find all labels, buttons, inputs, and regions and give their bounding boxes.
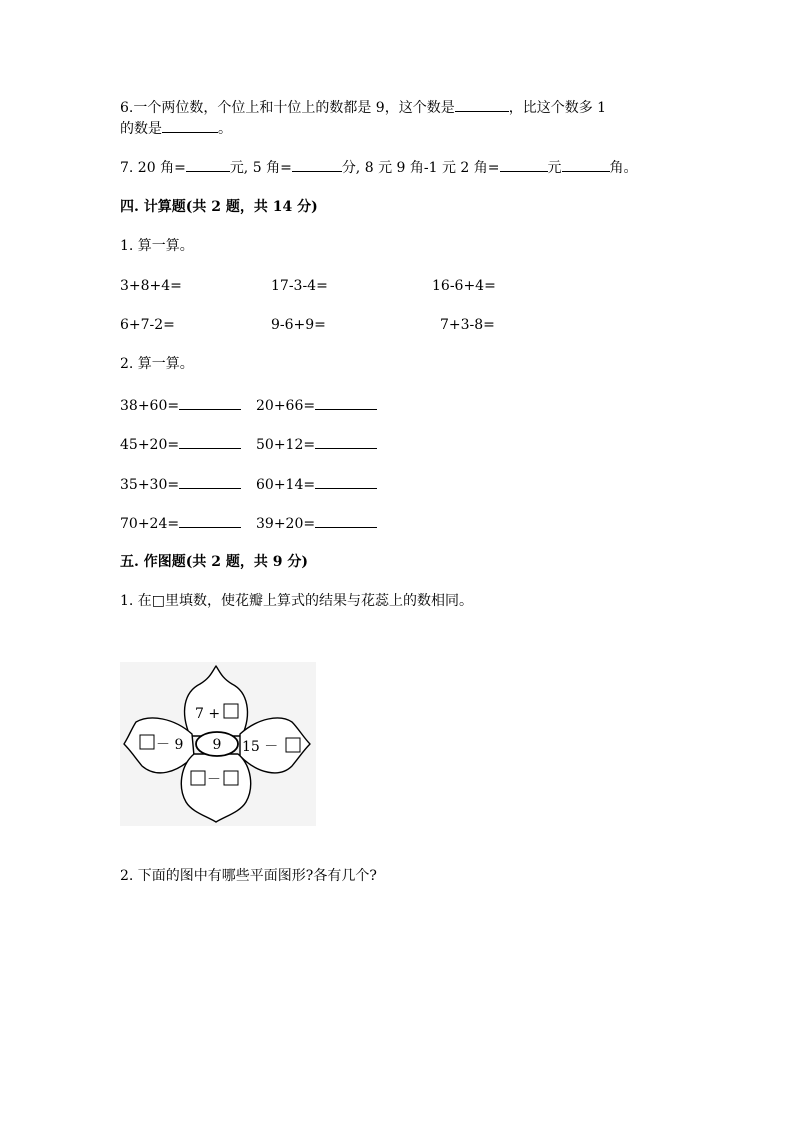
- q7-text-5: 角。: [609, 160, 638, 176]
- calc-2-expression: 60+14=: [256, 477, 316, 493]
- calc-2-expression: 35+30=: [120, 477, 180, 493]
- calc-2-item: [120, 395, 241, 416]
- answer-blank[interactable]: [315, 434, 377, 449]
- answer-blank[interactable]: [562, 157, 610, 172]
- q6-text-a: 6.一个两位数，个位上和十位上的数都是 9，这个数是: [120, 100, 455, 116]
- calc-2-expression: 50+12=: [256, 437, 316, 453]
- petal-left-expression: － 9: [156, 737, 184, 753]
- answer-box-right[interactable]: [286, 738, 300, 752]
- answer-blank[interactable]: [179, 434, 241, 449]
- calc-1-item: 16-6+4=: [432, 278, 496, 294]
- answer-blank[interactable]: [315, 474, 377, 489]
- q7-text-3: 分, 8 元 9 角-1 元 2 角=: [341, 160, 500, 176]
- calc-1-item: 6+7-2=: [120, 317, 175, 333]
- answer-blank[interactable]: [455, 97, 509, 112]
- q6-text-c: 的数是: [120, 121, 162, 137]
- section-5-title: 五. 作图题(共 2 题，共 9 分): [120, 554, 308, 570]
- answer-blank[interactable]: [179, 513, 241, 528]
- answer-box-bottom-left[interactable]: [191, 771, 205, 785]
- question-7: [120, 157, 638, 178]
- calc-2-expression: 20+66=: [256, 398, 316, 414]
- calc-2-item: [120, 513, 241, 534]
- calc-1-item: 9-6+9=: [271, 317, 326, 333]
- flower-figure: [120, 662, 316, 826]
- petal-bottom-expression: －: [207, 772, 221, 788]
- calc-2-title: 2. 算一算。: [120, 356, 194, 372]
- answer-box-bottom-right[interactable]: [224, 771, 238, 785]
- calc-2-item: [256, 434, 377, 455]
- calc-2-item: [256, 474, 377, 495]
- draw-2-title: 2. 下面的图中有哪些平面图形?各有几个?: [120, 868, 377, 884]
- answer-box-left[interactable]: [140, 735, 154, 749]
- answer-blank[interactable]: [162, 118, 218, 133]
- calc-1-title: 1. 算一算。: [120, 238, 194, 254]
- answer-blank[interactable]: [292, 157, 342, 172]
- center-number: 9: [212, 737, 222, 753]
- question-6-line-1: [120, 97, 606, 118]
- calc-2-item: [120, 474, 241, 495]
- petal-top-expression: 7 +: [195, 706, 221, 722]
- q6-text-b: ，比这个数多 1: [508, 100, 607, 116]
- calc-1-item: 3+8+4=: [120, 278, 182, 294]
- calc-2-item: [120, 434, 241, 455]
- answer-box-top[interactable]: [224, 704, 238, 718]
- answer-blank[interactable]: [179, 474, 241, 489]
- calc-1-item: 17-3-4=: [271, 278, 328, 294]
- calc-1-item: 7+3-8=: [440, 317, 495, 333]
- calc-2-item: [256, 395, 377, 416]
- answer-blank[interactable]: [179, 395, 241, 410]
- answer-blank[interactable]: [186, 157, 230, 172]
- petal-right-expression: 15 －: [242, 739, 279, 755]
- answer-blank[interactable]: [500, 157, 548, 172]
- section-4-title: 四. 计算题(共 2 题，共 14 分): [120, 199, 318, 215]
- calc-2-expression: 70+24=: [120, 516, 180, 532]
- question-6-line-2: [120, 118, 232, 139]
- q6-text-d: 。: [218, 121, 232, 137]
- draw-1-title: 1. 在□里填数，使花瓣上算式的结果与花蕊上的数相同。: [120, 593, 474, 609]
- answer-blank[interactable]: [315, 513, 377, 528]
- calc-2-expression: 38+60=: [120, 398, 180, 414]
- calc-2-item: [256, 513, 377, 534]
- answer-blank[interactable]: [315, 395, 377, 410]
- calc-2-expression: 45+20=: [120, 437, 180, 453]
- calc-2-expression: 39+20=: [256, 516, 316, 532]
- q7-text-2: 元, 5 角=: [229, 160, 292, 176]
- q7-text-1: 7. 20 角=: [120, 160, 186, 176]
- q7-text-4: 元: [547, 160, 562, 176]
